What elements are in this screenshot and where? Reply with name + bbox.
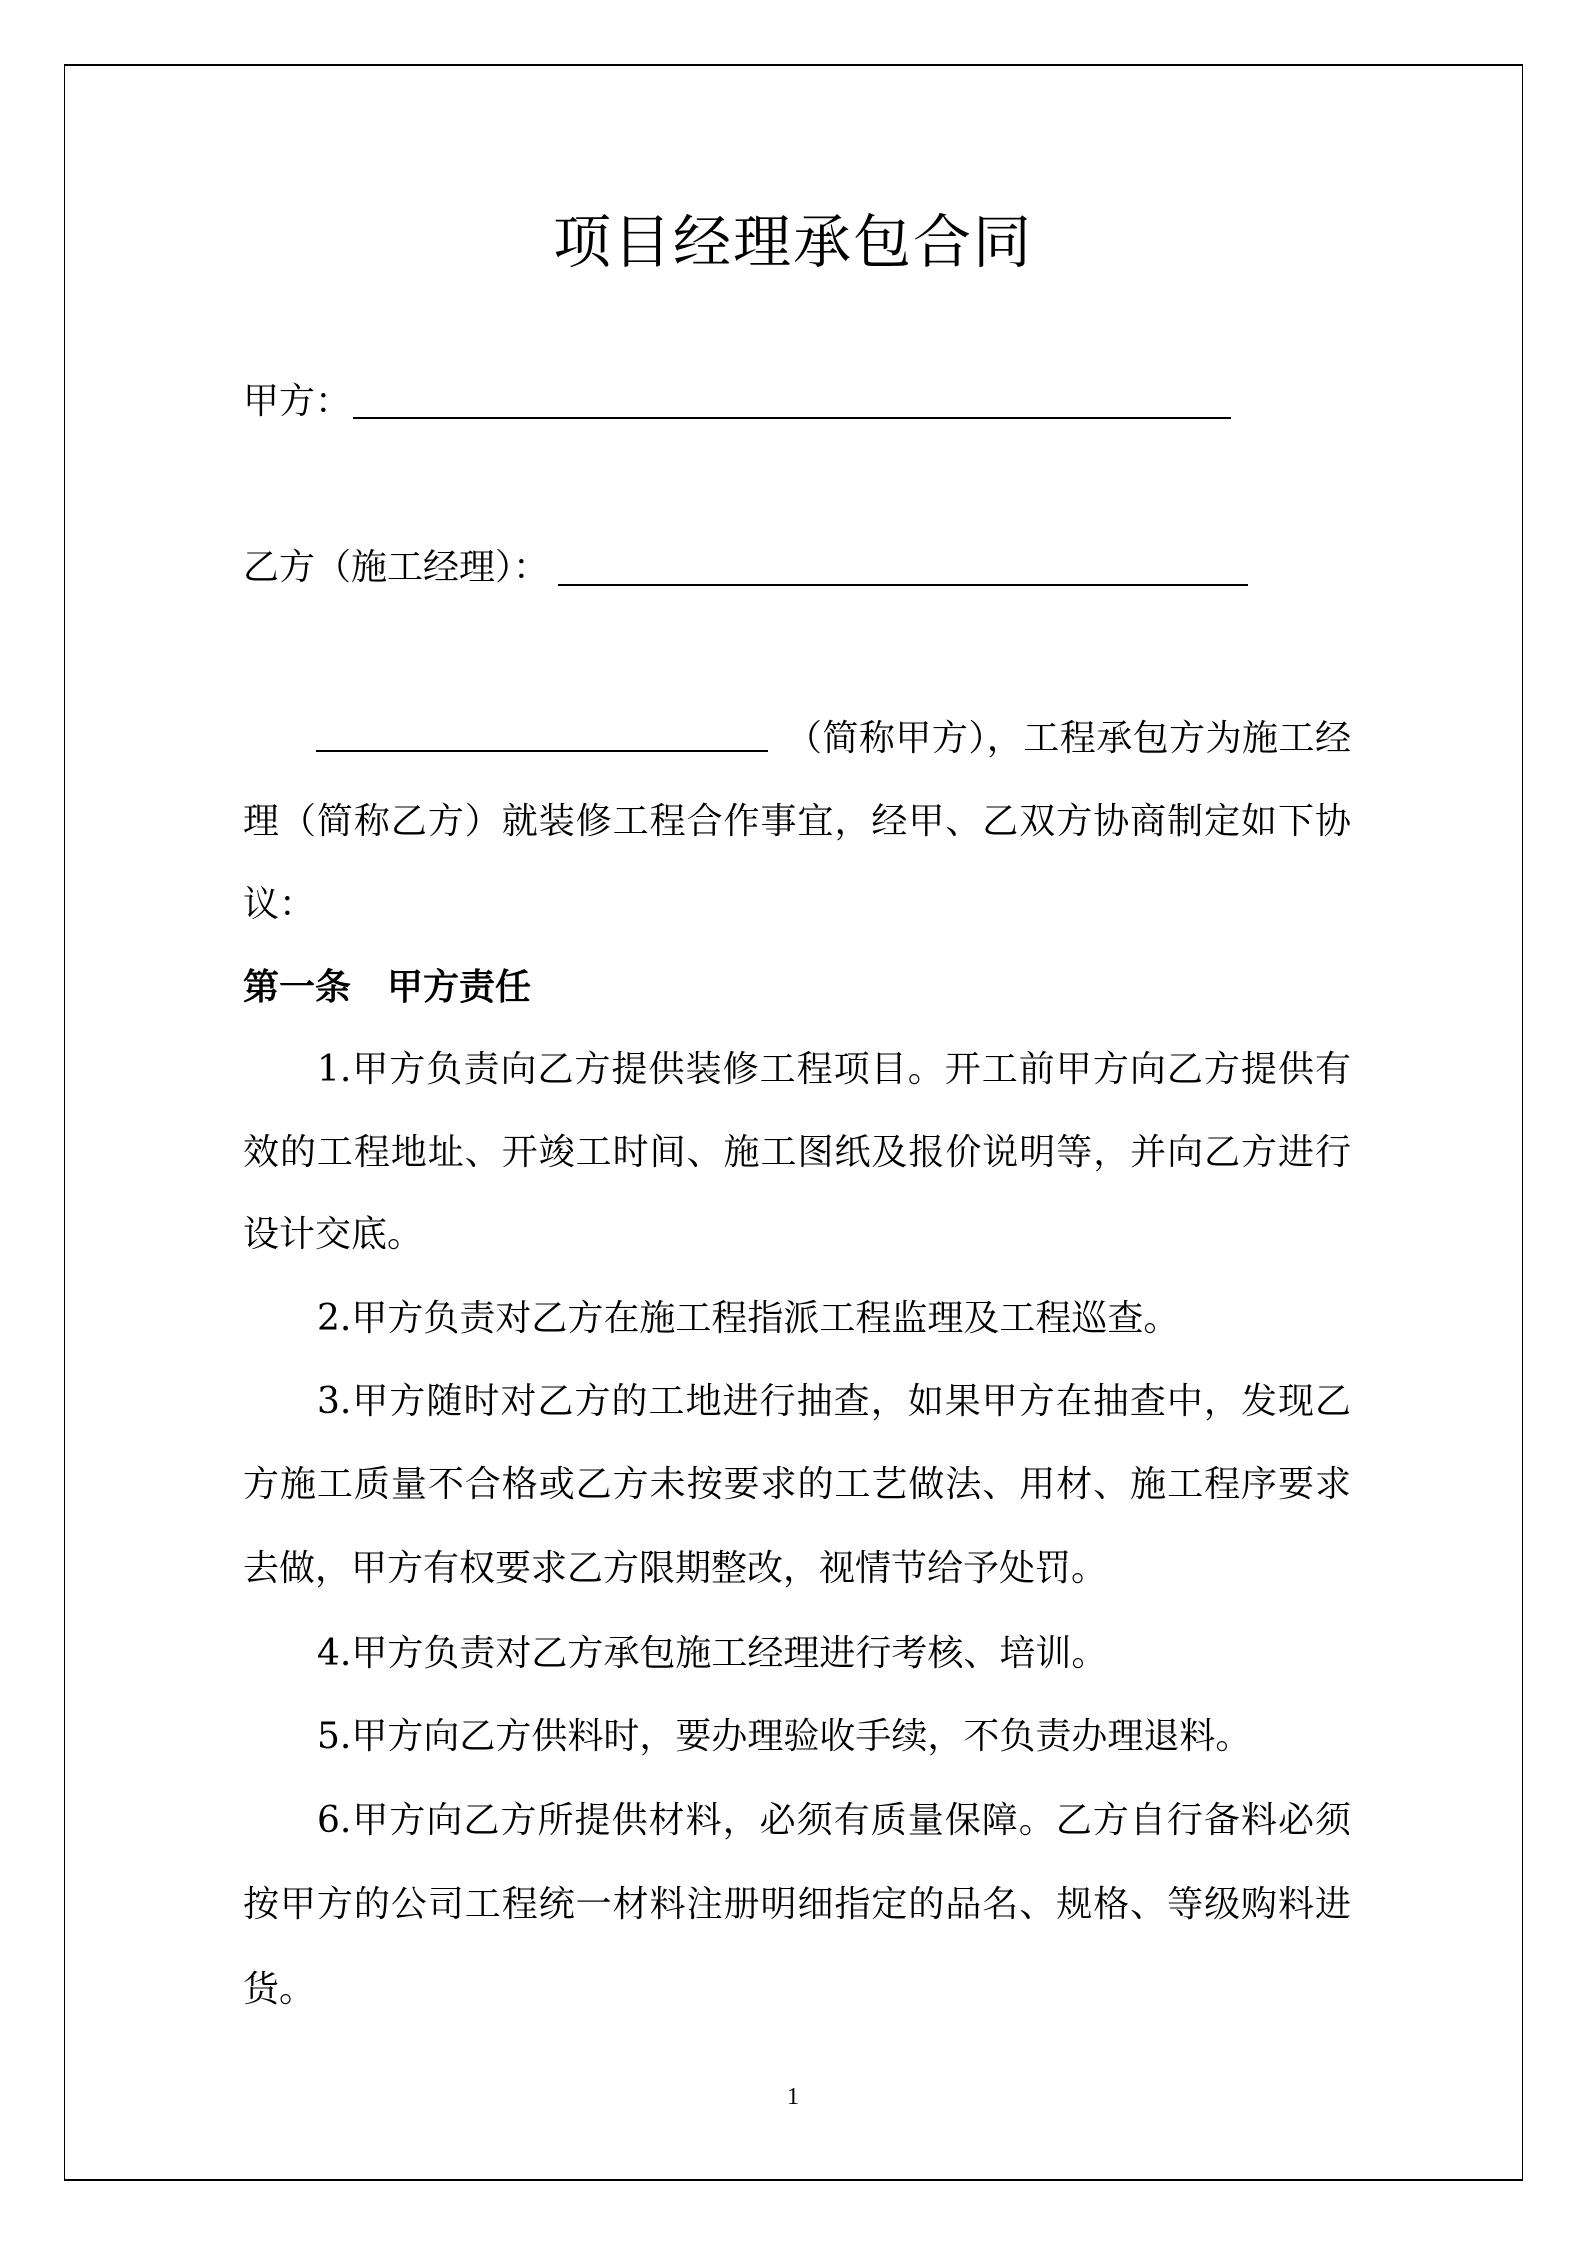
party-b-blank-line[interactable] (558, 584, 1248, 586)
article-1-heading (243, 957, 1351, 1017)
document-title: 项目经理承包合同 (552, 208, 1033, 276)
item-1-line-2: 效的工程地址、开竣工时间、施工图纸及报价说明等，并向乙方进行 (243, 1132, 1351, 1173)
intro-line-1-tail: （简称甲方），工程承包方为施工经 (786, 718, 1351, 759)
item-3-line-2: 方施工质量不合格或乙方未按要求的工艺做法、用材、施工程序要求 (243, 1464, 1351, 1505)
article-1-number: 第一条 (243, 966, 352, 1008)
item-1-line-3: 设计交底。 (243, 1214, 424, 1255)
item-5-line-1: 5.甲方向乙方供料时，要办理验收手续，不负责办理退料。 (317, 1716, 1252, 1757)
intro-party-a-blank-line[interactable] (316, 750, 768, 752)
item-3-line-1: 3.甲方随时对乙方的工地进行抽查，如果甲方在抽查中，发现乙 (317, 1381, 1351, 1422)
page-number: 1 (787, 2084, 799, 2110)
item-2-line-1: 2.甲方负责对乙方在施工程指派工程监理及工程巡查。 (317, 1298, 1180, 1339)
party-b-label: 乙方（施工经理）： (243, 547, 550, 588)
item-4-line-1: 4.甲方负责对乙方承包施工经理进行考核、培训。 (317, 1633, 1108, 1674)
item-6-line-1: 6.甲方向乙方所提供材料，必须有质量保障。乙方自行备料必须 (317, 1800, 1351, 1841)
article-1-title: 甲方责任 (387, 966, 532, 1008)
party-a-blank-line[interactable] (353, 417, 1231, 419)
item-3-line-3: 去做，甲方有权要求乙方限期整改，视情节给予处罚。 (243, 1548, 1108, 1589)
intro-line-3: 议： (243, 884, 316, 925)
party-a-label: 甲方： (243, 381, 352, 422)
intro-line-2: 理（简称乙方）就装修工程合作事宜，经甲、乙双方协商制定如下协 (243, 801, 1351, 842)
item-6-line-2: 按甲方的公司工程统一材料注册明细指定的品名、规格、等级购料进 (243, 1884, 1351, 1925)
item-6-line-3: 货。 (243, 1969, 316, 2010)
item-1-line-1: 1.甲方负责向乙方提供装修工程项目。开工前甲方向乙方提供有 (317, 1049, 1351, 1090)
